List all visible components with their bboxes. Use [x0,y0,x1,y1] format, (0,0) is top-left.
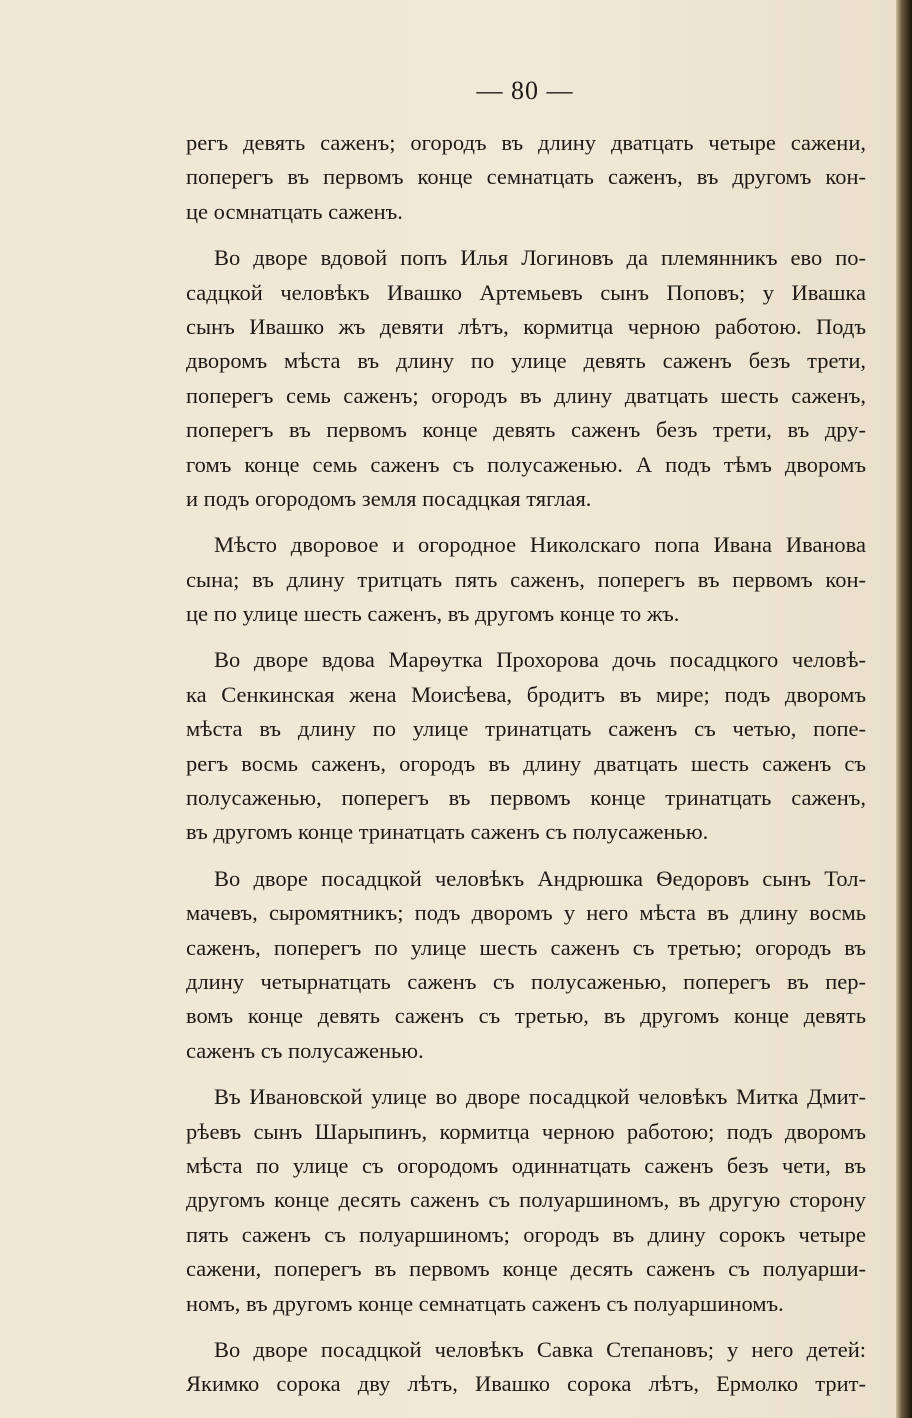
text-line: Во дворе вдовой попъ Илья Логиновъ да племянникъ ево по- [214,245,866,271]
text-line: поперегъ семь саженъ; огородъ въ длину двaтцать шесть саженъ, [186,382,866,408]
text-line: це осмнатцать саженъ. [186,198,403,224]
paragraph [186,1333,866,1402]
text-line: вомъ конце девять саженъ съ третью, въ другомъ конце девять [186,1003,866,1029]
text-line: мѣста по улице съ огородомъ одиннатцать саженъ безъ чети, въ [186,1152,866,1178]
text-line: поперегъ въ первомъ конце семнатцать саженъ, въ другомъ кон- [186,164,866,190]
text-line: полусаженью, поперегъ въ первомъ конце тринатцать саженъ, [186,785,866,811]
text-line: Якимко сорока дву лѣтъ, Ивашко сорока лѣтъ, Ермолко трит- [186,1371,866,1397]
text-line: пять саженъ съ полуаршиномъ; огородъ въ длину сорокъ четыре [186,1221,866,1247]
text-line: сынъ Ивашко жъ девяти лѣтъ, кормитца черною работою. Подъ [186,313,866,339]
text-line: Во дворе вдова Марѳутка Прохорова дочь посадцкого человѣ- [214,647,866,673]
paragraph [186,126,866,229]
text-line: гомъ конце семь саженъ съ полусаженью. А подъ тѣмъ дворомъ [186,451,866,477]
text-line: Во дворе посадцкой человѣкъ Андрюшка Ѳедоровъ сынъ Тол- [214,865,866,891]
text-line: регъ восмь саженъ, огородъ въ длину двaтцать шесть саженъ съ [186,750,866,776]
paragraph [186,241,866,516]
text-line: дворомъ мѣста въ длину по улице девять саженъ безъ трети, [186,348,866,374]
page-text [186,126,866,1402]
paragraph [186,1080,866,1321]
text-line: Въ Ивановской улице во дворе посадцкой человѣкъ Митка Дмит- [214,1084,866,1110]
text-line: номъ, въ другомъ конце семнатцать саженъ съ полуаршиномъ. [186,1290,784,1316]
text-line: це по улице шесть саженъ, въ другомъ конце то жъ. [186,601,680,627]
text-line: саженъ, поперегъ по улице шесть саженъ съ третью; огородъ въ [186,934,866,960]
text-line: сажени, поперегъ въ первомъ конце десять саженъ съ полуарши- [186,1256,866,1282]
text-line: саженъ съ полусаженью. [186,1037,424,1063]
text-line: мачевъ, сыромятникъ; подъ дворомъ у него мѣста въ длину восмь [186,900,866,926]
paragraph [186,862,866,1068]
text-line: Во дворе посадцкой человѣкъ Савка Степановъ; у него детей: [214,1336,866,1362]
text-line: садцкой человѣкъ Ивашко Артемьевъ сынъ Поповъ; у Ивашка [186,279,866,305]
paragraph [186,528,866,631]
text-line: сына; въ длину тритцать пять саженъ, поперегъ въ первомъ кон- [186,566,866,592]
text-line: и подъ огородомъ земля посадцкая тяглая. [186,485,592,511]
text-line: другомъ конце десять саженъ съ полуаршиномъ, въ другую сторону [186,1187,866,1213]
page-number: — 80 — [476,76,574,105]
text-line: поперегъ въ первомъ конце девять саженъ безъ трети, въ дру- [186,417,866,443]
text-line: длину четырнатцать саженъ съ полусаженью, поперегъ въ пер- [186,968,866,994]
text-line: въ другомъ конце тринатцать саженъ съ полусаженью. [186,819,709,845]
text-line: рѣевъ сынъ Шарыпинъ, кормитца черною работою; подъ дворомъ [186,1118,866,1144]
text-line: мѣста въ длину по улице тринатцать саженъ съ четью, попе- [186,716,866,742]
text-line: Мѣсто дворовое и огородное Николскаго попа Ивана Иванова [214,532,866,558]
paragraph [186,643,866,849]
book-spine-edge [896,0,912,1418]
text-line: регъ девять саженъ; огородъ въ длину дватцать четыре сажени, [186,130,866,155]
text-line: ка Сенкинская жена Моисѣева, бродитъ въ мире; подъ дворомъ [186,681,866,707]
